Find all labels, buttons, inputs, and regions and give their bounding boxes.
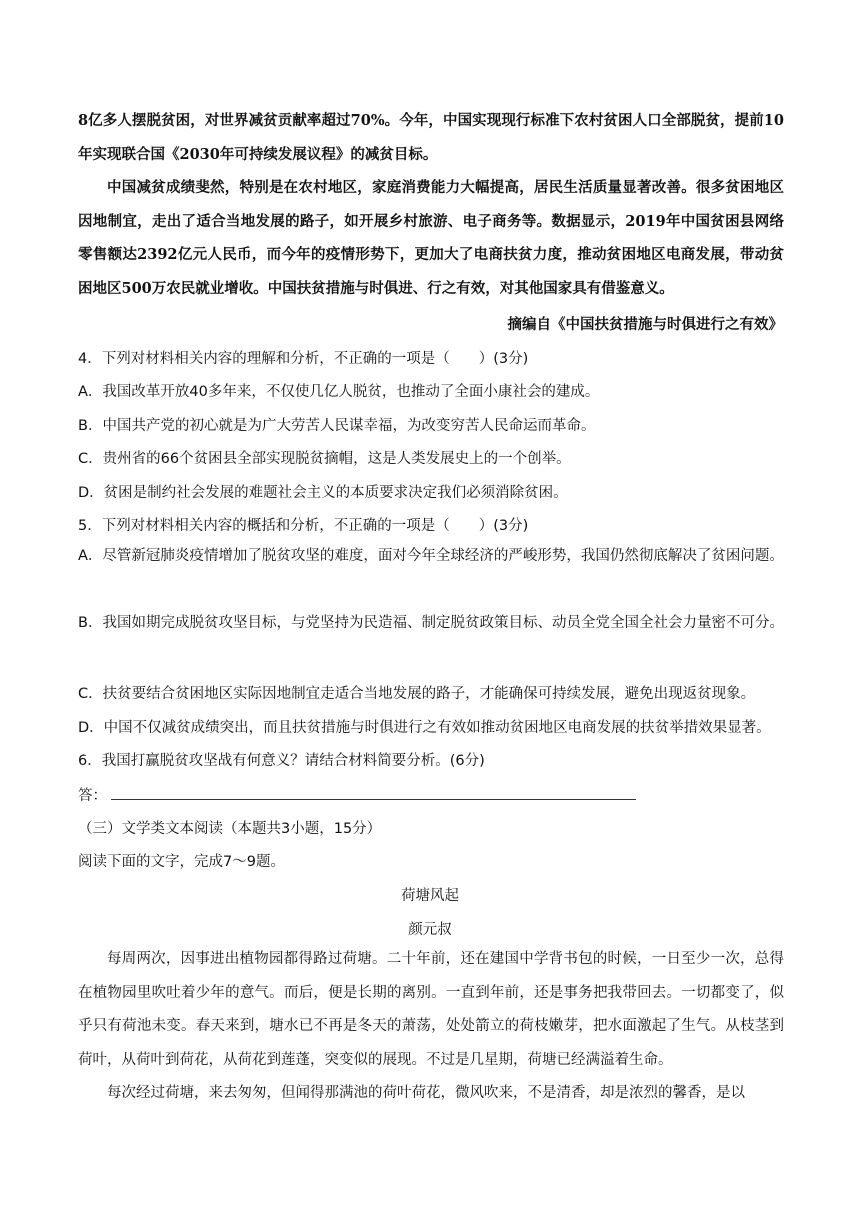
question-4-option-a: A．我国改革开放40多年来，不仅使几亿人脱贫，也推动了全面小康社会的建成。: [78, 384, 600, 400]
answer-label: 答：: [78, 788, 107, 804]
question-5-stem: 5．下列对材料相关内容的概括和分析，不正确的一项是（ ）(3分): [78, 518, 529, 534]
question-4-option-b: B．中国共产党的初心就是为广大劳苦人民谋幸福，为改变穷苦人民命运而革命。: [78, 418, 596, 434]
article-author: 颜元叔: [408, 922, 452, 938]
article-paragraph-2: 每次经过荷塘，来去匆匆，但闻得那满池的荷叶荷花，微风吹来，不是清香，却是浓烈的馨香，是以: [107, 1085, 745, 1101]
question-5-option-b: B．我国如期完成脱贫攻坚目标，与党坚持为民造福、制定脱贫政策目标、动员全党全国全社会力量密不可分。: [78, 615, 784, 631]
material-source: 摘编自《中国扶贫措施与时俱进行之有效》: [507, 316, 783, 333]
material-paragraph-1: 8亿多人摆脱贫困，对世界减贫贡献率超过70%。今年，中国实现现行标准下农村贫困人口全部脱贫，提前10年实现联合国《2030年可持续发展议程》的减贫目标。: [78, 112, 784, 163]
article-paragraph-1: 每周两次，因事进出植物园都得路过荷塘。二十年前，还在建国中学背书包的时候，一日至少一次，总得在植物园里吹吐着少年的意气。而后，便是长期的离别。一直到年前，还是事务把我带回去。一切都变了，似乎只有荷池未变。春天来到，塘水已不再是冬天的萧荡，处处箭立的荷枝嫩芽，把水面激起了生气。从枝茎到荷叶，从荷叶到荷花，从荷花到莲蓬，突变似的展现。不过是几星期，荷塘已经满溢着生命。: [78, 951, 784, 1068]
question-5-option-a: A．尽管新冠肺炎疫情增加了脱贫攻坚的难度，面对今年全球经济的严峻形势，我国仍然彻底解决了贫困问题。: [78, 548, 784, 564]
question-6-stem: 6．我国打赢脱贫攻坚战有何意义？请结合材料简要分析。(6分): [78, 753, 485, 769]
answer-blank-line[interactable]: [111, 785, 636, 800]
material-paragraph-2: 中国减贫成绩斐然，特别是在农村地区，家庭消费能力大幅提高，居民生活质量显著改善。很多贫困地区因地制宜，走出了适合当地发展的路子，如开展乡村旅游、电子商务等。数据显示，2019年中国贫困县网络零售额达2392亿元人民币，而今年的疫情形势下，更加大了电商扶贫力度，推动贫困地区电商发展，带动贫困地区500万农民就业增收。中国扶贫措施与时俱进、行之有效，对其他国家具有借鉴意义。: [78, 179, 784, 297]
section-3-instruction: 阅读下面的文字，完成7～9题。: [78, 854, 285, 870]
question-4-option-d: D．贫困是制约社会发展的难题社会主义的本质要求决定我们必须消除贫困。: [78, 485, 568, 501]
section-3-heading: （三）文学类文本阅读（本题共3小题，15分）: [78, 821, 382, 837]
question-4-stem: 4．下列对材料相关内容的理解和分析，不正确的一项是（ ）(3分): [78, 351, 529, 367]
article-title: 荷塘风起: [401, 888, 459, 904]
question-5-option-d: D．中国不仅减贫成绩突出，而且扶贫措施与时俱进行之有效如推动贫困地区电商发展的扶贫举措效果显著。: [78, 720, 771, 736]
question-4-option-c: C．贵州省的66个贫困县全部实现脱贫摘帽，这是人类发展史上的一个创举。: [78, 451, 571, 467]
question-5-option-c: C．扶贫要结合贫困地区实际因地制宜走适合当地发展的路子，才能确保可持续发展，避免出现返贫现象。: [78, 686, 756, 702]
question-6-answer: [78, 785, 636, 806]
